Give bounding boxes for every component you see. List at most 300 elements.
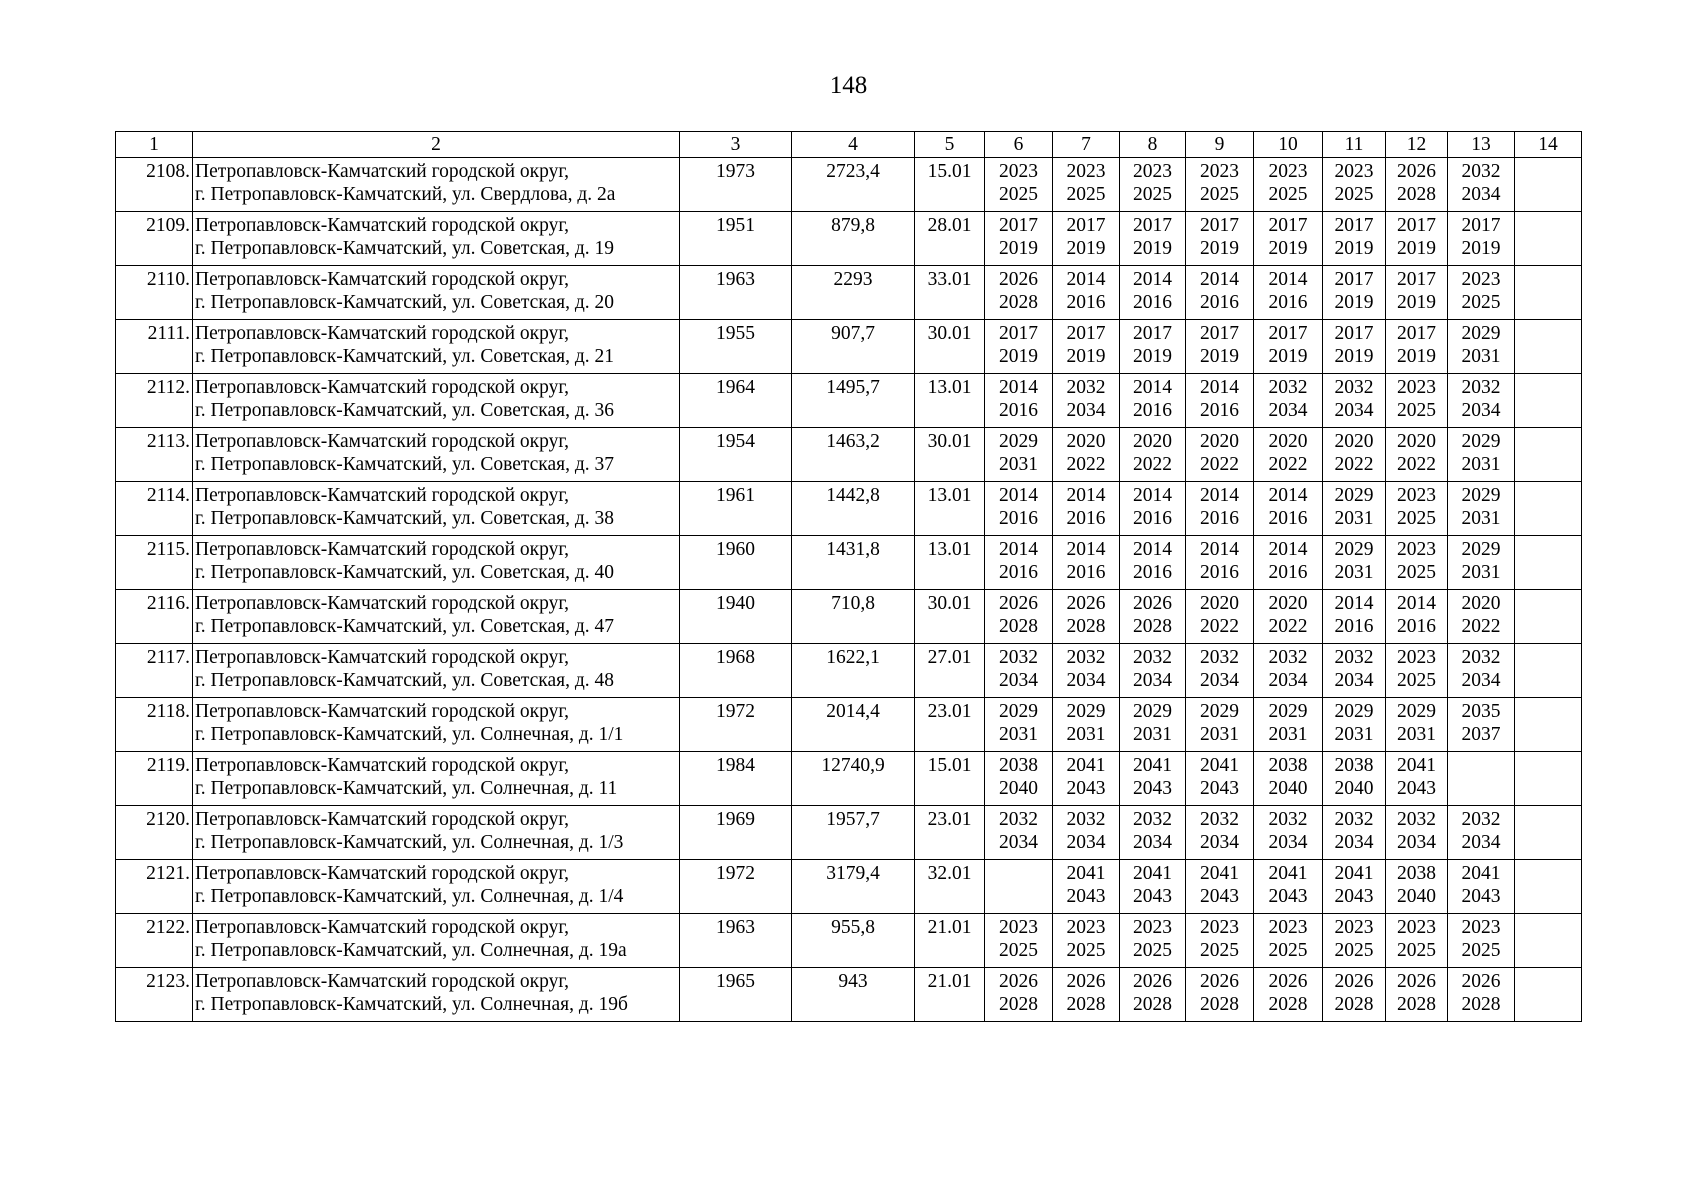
period-end-year: 2028: [1397, 994, 1436, 1015]
period-cell: [1515, 806, 1582, 860]
address-street: г. Петропавловск-Камчатский, ул. Советская, д. 48: [195, 670, 615, 691]
period-end-year: 2028: [1066, 994, 1106, 1015]
period-start-year: 2017: [1268, 215, 1308, 236]
header-cell: 10: [1254, 132, 1323, 158]
period-start-year: 2026: [1133, 971, 1172, 992]
period-end-year: 2019: [1268, 346, 1308, 367]
period-end-year: 2037: [1461, 724, 1501, 745]
row-number: 2122.: [116, 914, 193, 968]
period-cell: [1515, 914, 1582, 968]
header-cell: 14: [1515, 132, 1582, 158]
header-cell: 4: [792, 132, 915, 158]
row-number: 2112.: [116, 374, 193, 428]
period-cell: [1186, 536, 1254, 590]
build-year: 1973: [680, 158, 792, 212]
row-number: 2111.: [116, 320, 193, 374]
period-end-year: 2016: [1334, 616, 1374, 637]
period-end-year: 2019: [1334, 238, 1374, 259]
period-end-year: 2016: [1133, 562, 1172, 583]
period-end-year: 2016: [999, 400, 1038, 421]
period-start-year: 2014: [1066, 269, 1106, 290]
table-row: [116, 536, 1582, 590]
address-cell: [193, 320, 680, 374]
period-start-year: 2017: [1397, 269, 1436, 290]
period-end-year: 2019: [1397, 346, 1436, 367]
period-cell: [1120, 806, 1186, 860]
build-year: 1940: [680, 590, 792, 644]
period-cell: [1120, 752, 1186, 806]
table-row: [116, 914, 1582, 968]
table-row: [116, 428, 1582, 482]
period-end-year: 2031: [1066, 724, 1106, 745]
total-area: 907,7: [792, 320, 915, 374]
period-cell: [1323, 320, 1386, 374]
period-cell: [1386, 968, 1448, 1022]
period-end-year: 2019: [1268, 238, 1308, 259]
period-cell: [1515, 752, 1582, 806]
period-cell: [1323, 968, 1386, 1022]
address-cell: [193, 752, 680, 806]
period-start-year: 2029: [1461, 485, 1501, 506]
period-end-year: 2043: [1200, 778, 1239, 799]
period-end-year: 2022: [1200, 616, 1239, 637]
period-start-year: 2026: [999, 593, 1038, 614]
period-end-year: 2016: [1200, 292, 1239, 313]
table-row: [116, 752, 1582, 806]
period-end-year: 2025: [1397, 508, 1436, 529]
build-year: 1951: [680, 212, 792, 266]
period-start-year: 2020: [1461, 593, 1501, 614]
period-end-year: 2043: [1066, 778, 1106, 799]
period-start-year: 2017: [1397, 215, 1436, 236]
period-end-year: 2016: [1066, 562, 1106, 583]
period-cell: [1448, 644, 1515, 698]
period-start-year: 2023: [1461, 917, 1501, 938]
period-end-year: 2028: [1200, 994, 1239, 1015]
period-start-year: 2023: [1133, 161, 1172, 182]
period-cell: [985, 968, 1053, 1022]
period-end-year: 2016: [1133, 508, 1172, 529]
period-start-year: 2014: [1133, 485, 1172, 506]
period-start-year: 2041: [1461, 863, 1501, 884]
period-end-year: 2034: [999, 670, 1038, 691]
period-end-year: 2022: [1334, 454, 1374, 475]
period-end-year: 2031: [1133, 724, 1172, 745]
period-start-year: 2032: [1066, 377, 1106, 398]
period-end-year: 2034: [1334, 670, 1374, 691]
period-start-year: 2041: [1200, 863, 1239, 884]
period-cell: [1515, 374, 1582, 428]
address-cell: [193, 968, 680, 1022]
period-cell: [1386, 698, 1448, 752]
address-street: г. Петропавловск-Камчатский, ул. Солнечная, д. 1/3: [195, 832, 624, 853]
period-end-year: 2031: [999, 724, 1038, 745]
address-district: Петропавловск-Камчатский городской округ,: [195, 971, 570, 992]
period-cell: [1448, 860, 1515, 914]
period-start-year: 2041: [1133, 755, 1172, 776]
period-start-year: 2032: [1461, 809, 1501, 830]
period-cell: [1448, 968, 1515, 1022]
period-end-year: 2019: [999, 346, 1038, 367]
period-end-year: 2028: [1133, 616, 1172, 637]
period-start-year: 2029: [1066, 701, 1106, 722]
code-cell: 13.01: [915, 374, 985, 428]
total-area: 1442,8: [792, 482, 915, 536]
period-end-year: 2016: [1133, 292, 1172, 313]
code-cell: 30.01: [915, 428, 985, 482]
period-start-year: 2035: [1461, 701, 1501, 722]
period-cell: [1515, 590, 1582, 644]
period-start-year: 2017: [1268, 323, 1308, 344]
period-cell: [1448, 482, 1515, 536]
row-number: 2116.: [116, 590, 193, 644]
period-cell: [1254, 968, 1323, 1022]
period-start-year: 2014: [1133, 377, 1172, 398]
period-end-year: 2019: [1334, 346, 1374, 367]
period-end-year: 2025: [1461, 940, 1501, 961]
period-end-year: 2025: [1397, 562, 1436, 583]
period-end-year: 2034: [1268, 400, 1308, 421]
address-street: г. Петропавловск-Камчатский, ул. Солнечная, д. 1/4: [195, 886, 624, 907]
period-cell: [985, 374, 1053, 428]
total-area: 955,8: [792, 914, 915, 968]
table-row: [116, 590, 1582, 644]
period-cell: [1254, 482, 1323, 536]
period-end-year: 2043: [1397, 778, 1436, 799]
period-end-year: 2034: [1461, 400, 1501, 421]
period-end-year: 2022: [1397, 454, 1436, 475]
period-cell: [1120, 644, 1186, 698]
period-cell: [1254, 428, 1323, 482]
header-cell: 8: [1120, 132, 1186, 158]
period-end-year: 2040: [1334, 778, 1374, 799]
address-cell: [193, 482, 680, 536]
period-start-year: 2020: [1066, 431, 1106, 452]
period-cell: [985, 158, 1053, 212]
period-end-year: 2025: [1066, 940, 1106, 961]
address-street: г. Петропавловск-Камчатский, ул. Советская, д. 37: [195, 454, 615, 475]
address-street: г. Петропавловск-Камчатский, ул. Советская, д. 47: [195, 616, 615, 637]
period-cell: [1254, 374, 1323, 428]
row-number: 2113.: [116, 428, 193, 482]
header-cell: 12: [1386, 132, 1448, 158]
code-cell: 21.01: [915, 914, 985, 968]
period-cell: [1515, 698, 1582, 752]
period-cell: [1186, 212, 1254, 266]
period-end-year: 2034: [1268, 670, 1308, 691]
period-start-year: 2026: [1461, 971, 1501, 992]
period-start-year: 2032: [1461, 377, 1501, 398]
period-cell: [1448, 374, 1515, 428]
table-row: [116, 320, 1582, 374]
period-cell: [1120, 968, 1186, 1022]
period-start-year: 2017: [1397, 323, 1436, 344]
period-start-year: 2041: [1334, 863, 1374, 884]
period-start-year: 2017: [1200, 215, 1239, 236]
period-cell: [985, 320, 1053, 374]
period-start-year: 2032: [1461, 161, 1501, 182]
period-cell: [1120, 698, 1186, 752]
table-row: [116, 482, 1582, 536]
period-start-year: 2032: [1200, 647, 1239, 668]
address-cell: [193, 914, 680, 968]
period-end-year: 2025: [999, 184, 1038, 205]
period-end-year: 2019: [1334, 292, 1374, 313]
period-start-year: 2038: [999, 755, 1038, 776]
period-cell: [1186, 320, 1254, 374]
period-cell: [1515, 860, 1582, 914]
period-cell: [1448, 428, 1515, 482]
period-cell: [1323, 644, 1386, 698]
period-end-year: 2034: [1066, 400, 1106, 421]
total-area: 2293: [792, 266, 915, 320]
period-cell: [1448, 536, 1515, 590]
housing-register-table: [115, 131, 1582, 1022]
period-cell: [1386, 644, 1448, 698]
period-end-year: 2034: [1461, 184, 1501, 205]
period-end-year: 2034: [1066, 832, 1106, 853]
period-end-year: 2043: [1334, 886, 1374, 907]
total-area: 2014,4: [792, 698, 915, 752]
period-cell: [1254, 266, 1323, 320]
period-start-year: 2023: [1397, 539, 1436, 560]
period-start-year: 2023: [1268, 161, 1308, 182]
build-year: 1954: [680, 428, 792, 482]
period-start-year: 2029: [1334, 485, 1374, 506]
address-district: Петропавловск-Камчатский городской округ,: [195, 755, 570, 776]
period-cell: [1386, 266, 1448, 320]
period-cell: [1186, 752, 1254, 806]
period-end-year: 2043: [1133, 778, 1172, 799]
period-start-year: 2020: [1397, 431, 1436, 452]
period-cell: [985, 590, 1053, 644]
period-end-year: 2031: [1334, 724, 1374, 745]
period-start-year: 2023: [1334, 161, 1374, 182]
period-cell: [1448, 806, 1515, 860]
period-start-year: 2032: [1268, 377, 1308, 398]
period-cell: [1386, 590, 1448, 644]
row-number: 2115.: [116, 536, 193, 590]
build-year: 1963: [680, 914, 792, 968]
table-row: [116, 158, 1582, 212]
period-end-year: 2034: [1268, 832, 1308, 853]
table-row: [116, 266, 1582, 320]
period-cell: [1448, 698, 1515, 752]
period-cell: [1323, 158, 1386, 212]
build-year: 1972: [680, 698, 792, 752]
code-cell: 13.01: [915, 536, 985, 590]
period-cell: [1053, 374, 1120, 428]
code-cell: 27.01: [915, 644, 985, 698]
table-row: [116, 806, 1582, 860]
period-end-year: 2025: [1133, 940, 1172, 961]
period-cell: [1053, 806, 1120, 860]
period-end-year: 2025: [1268, 940, 1308, 961]
period-end-year: 2043: [1133, 886, 1172, 907]
period-cell: [1254, 320, 1323, 374]
period-cell: [1120, 374, 1186, 428]
period-end-year: 2022: [1461, 616, 1501, 637]
total-area: 1495,7: [792, 374, 915, 428]
period-end-year: 2019: [1133, 238, 1172, 259]
period-cell: [1053, 536, 1120, 590]
build-year: 1960: [680, 536, 792, 590]
period-cell: [1323, 374, 1386, 428]
period-start-year: 2032: [1461, 647, 1501, 668]
period-end-year: 2034: [1200, 670, 1239, 691]
row-number: 2110.: [116, 266, 193, 320]
address-street: г. Петропавловск-Камчатский, ул. Солнечная, д. 19а: [195, 940, 627, 961]
period-start-year: 2029: [999, 701, 1038, 722]
period-cell: [1323, 914, 1386, 968]
period-cell: [1515, 212, 1582, 266]
period-end-year: 2034: [1066, 670, 1106, 691]
build-year: 1969: [680, 806, 792, 860]
address-street: г. Петропавловск-Камчатский, ул. Солнечная, д. 1/1: [195, 724, 624, 745]
period-end-year: 2016: [1397, 616, 1436, 637]
row-number: 2117.: [116, 644, 193, 698]
period-start-year: 2023: [999, 917, 1038, 938]
period-start-year: 2014: [1066, 539, 1106, 560]
period-start-year: 2032: [1397, 809, 1436, 830]
period-start-year: 2032: [1066, 647, 1106, 668]
period-start-year: 2017: [1334, 269, 1374, 290]
period-end-year: 2025: [1397, 670, 1436, 691]
address-cell: [193, 590, 680, 644]
period-end-year: 2016: [999, 508, 1038, 529]
header-cell: 6: [985, 132, 1053, 158]
period-start-year: 2014: [1133, 539, 1172, 560]
period-cell: [1053, 698, 1120, 752]
row-number: 2114.: [116, 482, 193, 536]
period-cell: [1323, 806, 1386, 860]
total-area: 943: [792, 968, 915, 1022]
period-cell: [1254, 914, 1323, 968]
period-start-year: 2023: [1200, 161, 1239, 182]
period-cell: [1186, 914, 1254, 968]
period-start-year: 2032: [1334, 809, 1374, 830]
period-cell: [1254, 644, 1323, 698]
period-cell: [1386, 860, 1448, 914]
period-start-year: 2041: [1200, 755, 1239, 776]
period-end-year: 2028: [1066, 616, 1106, 637]
period-cell: [1053, 752, 1120, 806]
period-end-year: 2019: [1133, 346, 1172, 367]
period-cell: [1323, 752, 1386, 806]
period-end-year: 2025: [999, 940, 1038, 961]
table-row: [116, 212, 1582, 266]
address-district: Петропавловск-Камчатский городской округ,: [195, 701, 570, 722]
header-cell: 5: [915, 132, 985, 158]
row-number: 2118.: [116, 698, 193, 752]
period-start-year: 2041: [1397, 755, 1436, 776]
period-start-year: 2017: [1066, 215, 1106, 236]
code-cell: 23.01: [915, 698, 985, 752]
header-cell: 3: [680, 132, 792, 158]
period-cell: [1186, 482, 1254, 536]
address-district: Петропавловск-Камчатский городской округ,: [195, 269, 570, 290]
row-number: 2109.: [116, 212, 193, 266]
period-cell: [1386, 374, 1448, 428]
build-year: 1968: [680, 644, 792, 698]
period-start-year: 2017: [1200, 323, 1239, 344]
period-start-year: 2029: [1133, 701, 1172, 722]
period-cell: [1323, 698, 1386, 752]
period-end-year: 2019: [1200, 238, 1239, 259]
period-end-year: 2025: [1397, 400, 1436, 421]
period-cell: [1186, 266, 1254, 320]
table-row: [116, 374, 1582, 428]
period-end-year: 2016: [1268, 508, 1308, 529]
table-row: [116, 860, 1582, 914]
address-cell: [193, 644, 680, 698]
address-cell: [193, 266, 680, 320]
period-cell: [1515, 266, 1582, 320]
period-cell: [985, 428, 1053, 482]
period-cell: [1448, 266, 1515, 320]
period-start-year: 2038: [1268, 755, 1308, 776]
period-start-year: 2014: [1133, 269, 1172, 290]
row-number: 2121.: [116, 860, 193, 914]
period-end-year: 2016: [1200, 508, 1239, 529]
address-district: Петропавловск-Камчатский городской округ,: [195, 485, 570, 506]
period-start-year: 2023: [1397, 377, 1436, 398]
total-area: 2723,4: [792, 158, 915, 212]
total-area: 12740,9: [792, 752, 915, 806]
address-district: Петропавловск-Камчатский городской округ,: [195, 809, 570, 830]
period-end-year: 2022: [1268, 454, 1308, 475]
period-end-year: 2019: [1066, 238, 1106, 259]
period-cell: [1515, 536, 1582, 590]
period-start-year: 2032: [1334, 647, 1374, 668]
period-start-year: 2026: [1200, 971, 1239, 992]
address-cell: [193, 428, 680, 482]
period-cell: [1323, 590, 1386, 644]
period-start-year: 2026: [1066, 593, 1106, 614]
period-end-year: 2028: [1133, 994, 1172, 1015]
period-start-year: 2029: [1461, 431, 1501, 452]
address-district: Петропавловск-Камчатский городской округ,: [195, 215, 570, 236]
period-cell: [1515, 968, 1582, 1022]
total-area: 879,8: [792, 212, 915, 266]
period-cell: [1254, 212, 1323, 266]
period-end-year: 2031: [1200, 724, 1239, 745]
period-start-year: 2041: [1268, 863, 1308, 884]
address-cell: [193, 860, 680, 914]
header-cell: 11: [1323, 132, 1386, 158]
code-cell: 30.01: [915, 590, 985, 644]
total-area: 1622,1: [792, 644, 915, 698]
total-area: 1431,8: [792, 536, 915, 590]
period-start-year: 2032: [999, 647, 1038, 668]
address-street: г. Петропавловск-Камчатский, ул. Солнечная, д. 11: [195, 778, 618, 799]
period-cell: [1053, 860, 1120, 914]
period-cell: [1053, 914, 1120, 968]
code-cell: 23.01: [915, 806, 985, 860]
period-start-year: 2023: [1133, 917, 1172, 938]
period-cell: [1053, 158, 1120, 212]
address-street: г. Петропавловск-Камчатский, ул. Советская, д. 19: [195, 238, 615, 259]
row-number: 2108.: [116, 158, 193, 212]
row-number: 2120.: [116, 806, 193, 860]
address-cell: [193, 698, 680, 752]
period-start-year: 2017: [999, 323, 1038, 344]
period-end-year: 2019: [1066, 346, 1106, 367]
period-cell: [1515, 158, 1582, 212]
period-end-year: 2019: [1397, 292, 1436, 313]
period-cell: [1323, 482, 1386, 536]
address-street: г. Петропавловск-Камчатский, ул. Советская, д. 21: [195, 346, 615, 367]
